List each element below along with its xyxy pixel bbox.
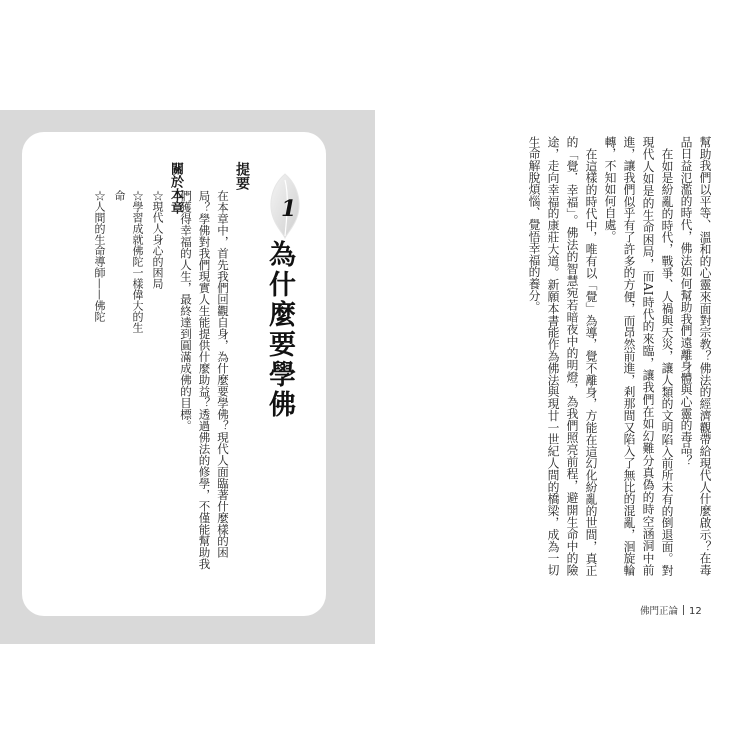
paragraph: 在這樣的時代中，唯有以「覺」為導，覺不離身，方能在這幻化紛亂的世間，真正的「覺．幸福」。佛法的智慧宛若暗夜中的明燈，為我們照亮前程，避開生命中的險途，走向幸福的康莊大道。新願本書能作為佛法與現廿一世紀人間的橋梁，成為一切生命解脫煩惱、覺悟幸福的養分。 (527, 136, 598, 576)
page-number: 12 (689, 606, 702, 617)
about-item: ☆人間的生命導師——佛陀 (93, 190, 106, 322)
summary-heading: 提要 (234, 162, 250, 190)
page-footer (640, 603, 702, 617)
paragraph: 在如是紛亂的時代，戰爭、人禍與天災，讓人類的文明陷入前所未有的倒退面。對現代人如是的生命困局，而AI時代的來臨，讓我們在如幻難分真偽的時空涵洞中前進，讓我們似乎有了許多的方便，而昂然前進，剎那間又陷入了無比的混亂，洄旋輪轉，不知如何自處。 (603, 136, 674, 576)
chapter-number: 1 (281, 196, 297, 222)
about-chapter-list (93, 190, 166, 340)
paragraph: 幫助我們以平等、溫和的心靈來面對宗教？佛法的經濟觀帶給現代人什麼啟示？在毒品日益氾濫的時代，佛法如何幫助我們遠離身體與心靈的毒品？ (679, 136, 712, 576)
body-text (527, 136, 714, 576)
summary-text: 在本章中，首先我們回觀自身，為什麼要學佛？現代人面臨著什麼樣的困局？學佛對我們現實人生能提供什麼助益？透過佛法的修學，不僅能幫助我們獲得幸福的人生，最終達到圓滿成佛的目標。 (179, 190, 230, 570)
footer-divider (683, 605, 684, 615)
footer-book-title: 佛門正論 (640, 606, 679, 617)
about-item: ☆學習成就佛陀一樣偉大的生命 (113, 190, 144, 333)
leaf-icon (265, 172, 305, 240)
about-item: ☆現代人身心的困局 (151, 190, 164, 289)
about-chapter-heading: 關於本章 (168, 162, 183, 214)
chapter-title: 為什麼要學佛 (264, 240, 295, 420)
